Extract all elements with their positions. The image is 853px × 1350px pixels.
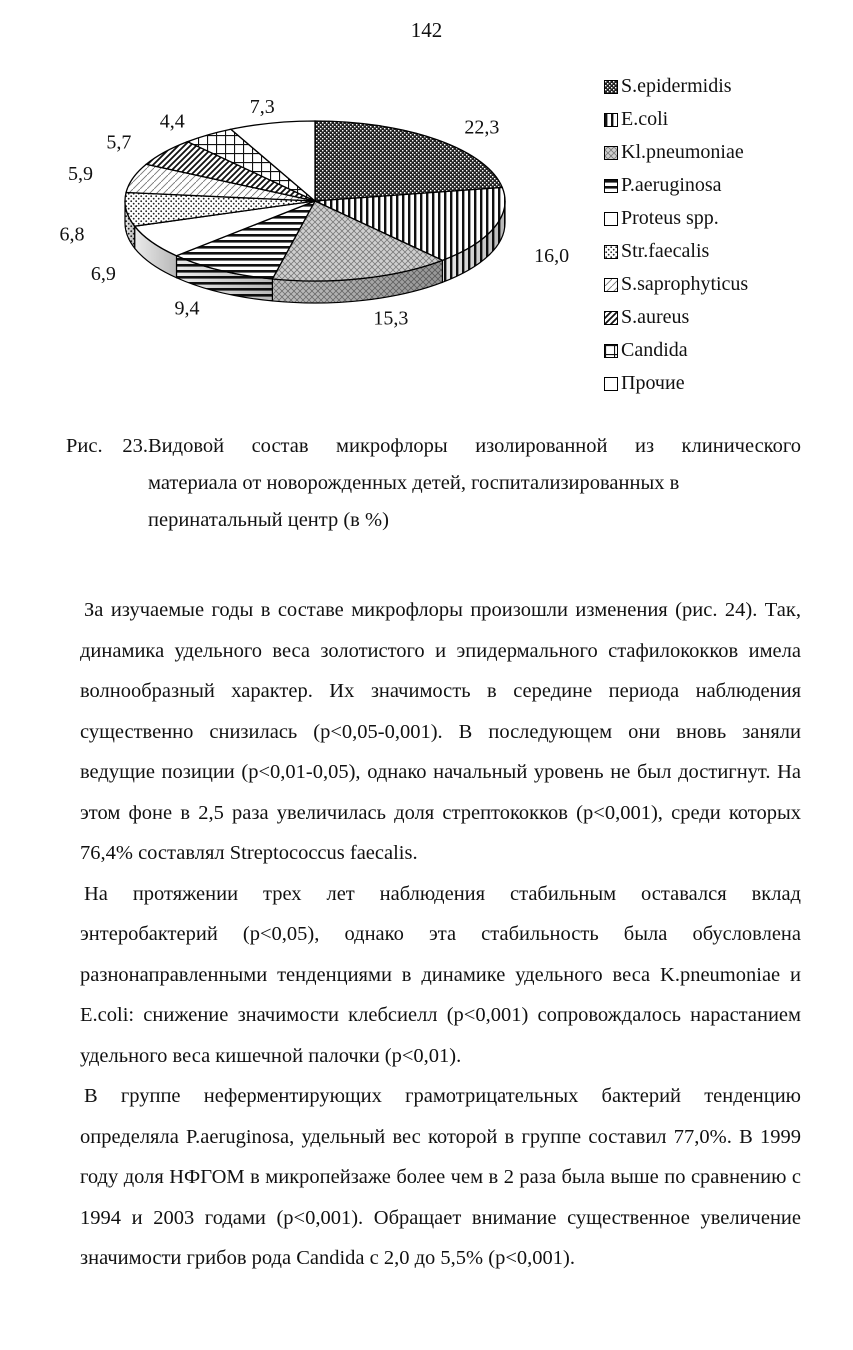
legend-swatch-icon	[604, 80, 618, 94]
body-text	[80, 590, 801, 1279]
paragraph-3: В группе неферментирующих грамотрицательных бактерий тенденцию определяла P.aeruginosa, удельный вес которой в группе составил 77,0%. В 1999 году доля НФГОМ в микропейзаже более чем в 2 раза была выше по сравнению с 1994 и 2003 годами (р<0,001). Обращает внимание существенное увеличение значимости грибов рода Candida с 2,0 до 5,5% (р<0,001).	[80, 1085, 801, 1269]
figure-label: Рис. 23.	[66, 435, 148, 457]
legend-label: P.aeruginosa	[621, 174, 722, 196]
legend-label: Proteus spp.	[621, 207, 719, 229]
value-label-прочие: 7,3	[249, 95, 275, 118]
value-label-candida: 4,4	[159, 110, 185, 133]
legend-item-e-coli	[604, 103, 748, 136]
legend-item-s-epidermidis	[604, 70, 748, 103]
page-number: 142	[410, 18, 443, 42]
legend-item-proteus-spp	[604, 202, 748, 235]
legend-label: E.coli	[621, 108, 669, 130]
legend-item-прочие	[604, 367, 748, 400]
chart-legend	[604, 70, 748, 400]
legend-swatch-icon	[604, 113, 618, 127]
value-label-p-aeruginosa: 9,4	[174, 297, 200, 320]
legend-swatch-icon	[604, 344, 618, 358]
legend-swatch-icon	[604, 278, 618, 292]
legend-swatch-icon	[604, 212, 618, 226]
legend-label: S.epidermidis	[621, 75, 732, 97]
pie-slices	[125, 121, 505, 303]
value-label-kl-pneumoniae: 15,3	[373, 307, 409, 330]
legend-item-p-aeruginosa	[604, 169, 748, 202]
value-label-proteus-spp: 6,9	[90, 262, 116, 285]
paragraph-1: За изучаемые годы в составе микрофлоры произошли изменения (рис. 24). Так, динамика удельного веса золотистого и эпидермального стафилококков имела волнообразный характер. Их значимость в середине периода наблюдения существенно снизилась (р<0,05-0,001). В последующем они вновь заняли ведущие позиции (р<0,01-0,05), однако начальный уровень не был достигнут. На этом фоне в 2,5 раза увеличилась доля стрептококков (р<0,001), среди которых 76,4% составлял Streptococcus faecalis.	[80, 599, 801, 864]
paragraph-2: На протяжении трех лет наблюдения стабильным оставался вклад энтеробактерий (р<0,05), однако эта стабильность была обусловлена разнонаправленными тенденциями в динамике удельного веса K.pneumoniae и E.coli: снижение значимости клебсиелл (р<0,001) сопровождалось нарастанием удельного веса кишечной палочки (р<0,01).	[80, 882, 801, 1067]
legend-item-s-saprophyticus	[604, 268, 748, 301]
legend-label: Прочие	[621, 372, 685, 394]
legend-label: Candida	[621, 339, 688, 361]
legend-label: Kl.pneumoniae	[621, 141, 744, 163]
legend-swatch-icon	[604, 245, 618, 259]
legend-swatch-icon	[604, 377, 618, 391]
legend-item-s-aureus	[604, 301, 748, 334]
value-label-e-coli: 16,0	[534, 244, 570, 267]
value-label-str-faecalis: 6,8	[59, 223, 85, 246]
legend-label: S.saprophyticus	[621, 273, 749, 295]
legend-item-kl-pneumoniae	[604, 136, 748, 169]
legend-swatch-icon	[604, 311, 618, 325]
legend-label: Str.faecalis	[621, 240, 710, 262]
legend-item-str-faecalis	[604, 235, 748, 268]
value-label-s-saprophyticus: 5,9	[68, 162, 94, 185]
caption-line-1: Видовой состав микрофлоры изолированной из клинического	[148, 435, 801, 457]
legend-label: S.aureus	[621, 306, 690, 328]
legend-swatch-icon	[604, 179, 618, 193]
caption-line-3: перинатальный центр (в %)	[148, 509, 389, 531]
figure-caption	[66, 428, 801, 539]
legend-item-candida	[604, 334, 748, 367]
caption-line-2: материала от новорожденных детей, госпитализированных в	[148, 472, 680, 494]
value-label-s-epidermidis: 22,3	[464, 116, 500, 139]
legend-swatch-icon	[604, 146, 618, 160]
value-label-s-aureus: 5,7	[106, 131, 132, 154]
